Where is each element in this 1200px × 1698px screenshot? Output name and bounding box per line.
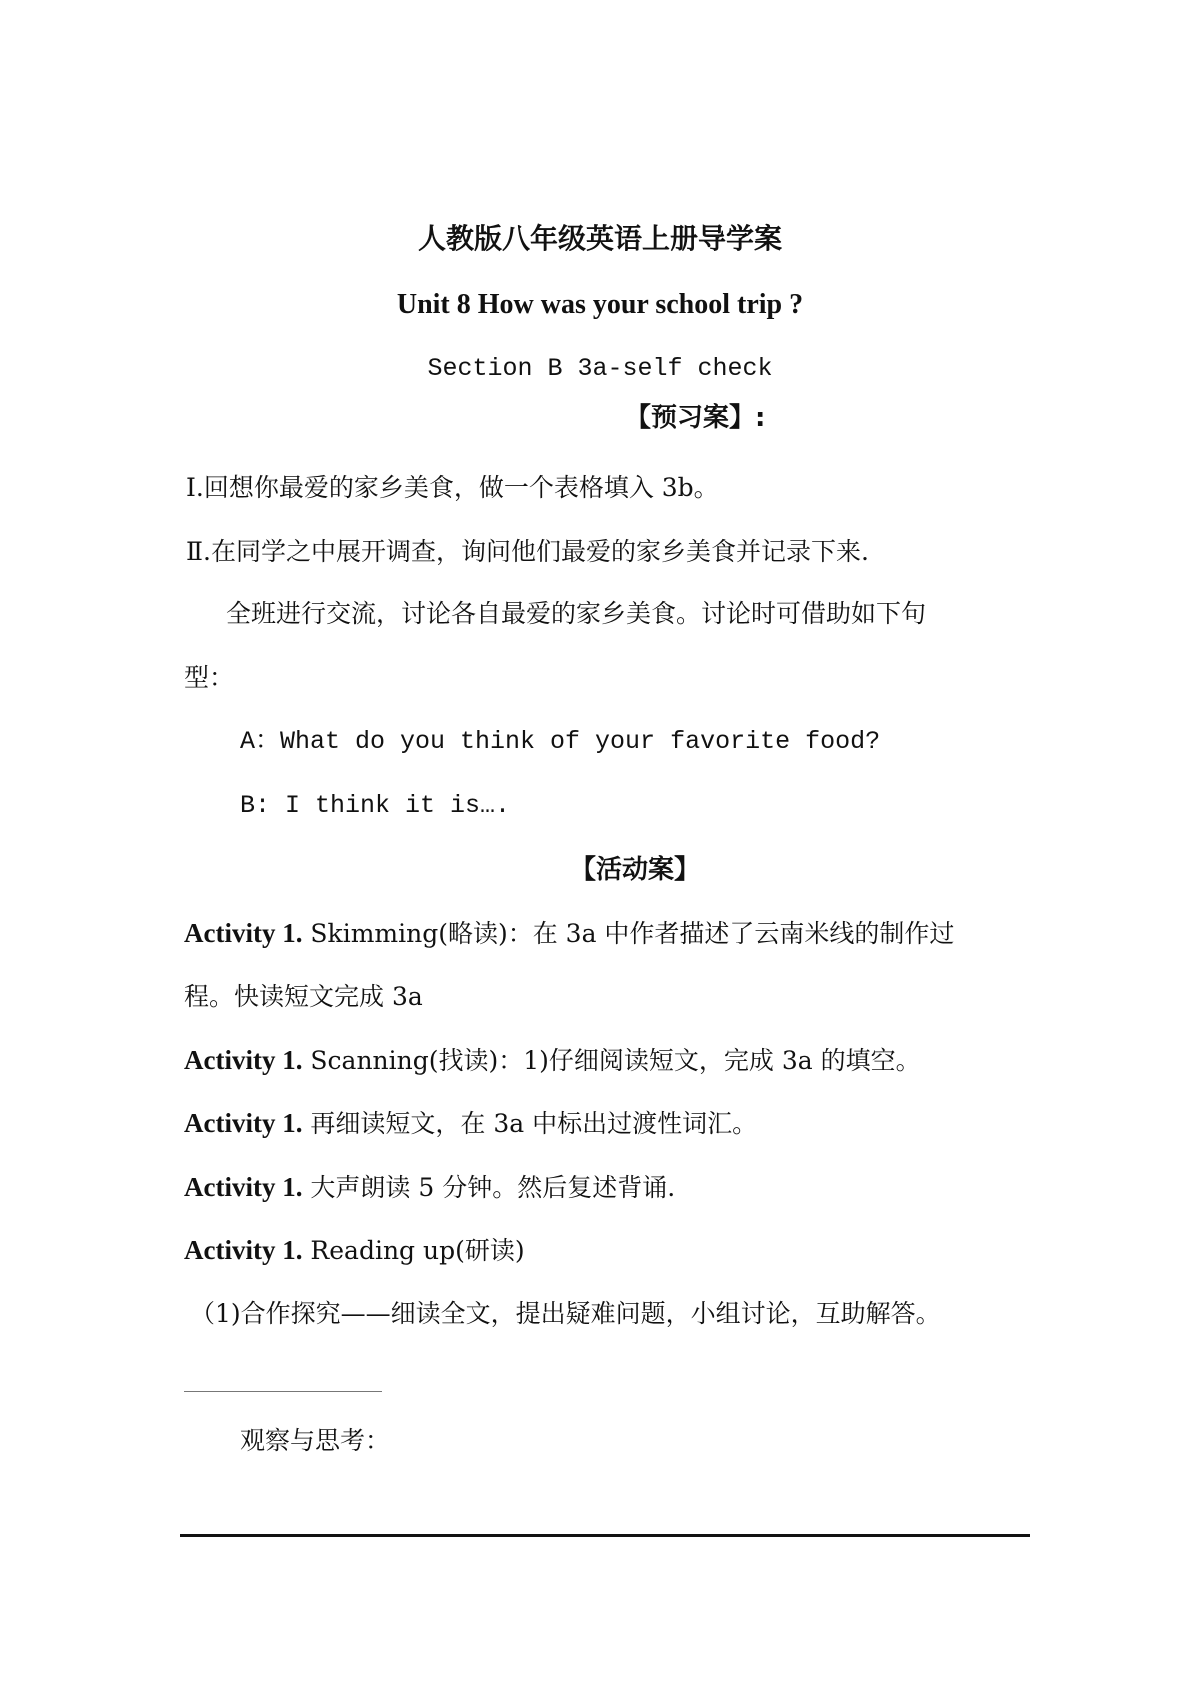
activity-item: [184, 1233, 525, 1268]
activity-item: [184, 1106, 757, 1141]
activity-item: [184, 1170, 675, 1205]
activity-text: Reading up(研读): [310, 1236, 525, 1265]
cooperative-inquiry: （1)合作探究——细读全文，提出疑难问题，小组讨论，互助解答。: [190, 1299, 941, 1328]
unit-title: Unit 8 How was your school trip ?: [396, 289, 804, 320]
document-title: 人教版八年级英语上册导学案: [417, 222, 782, 255]
answer-line: [180, 1534, 1030, 1537]
activity-text: 再细读短文，在 3a 中标出过渡性词汇。: [310, 1109, 758, 1138]
activity-text: Scanning(找读)：1)仔细阅读短文，完成 3a 的填空。: [310, 1046, 921, 1075]
activity-label: Activity 1.: [184, 918, 303, 948]
preview-item-2: Ⅱ.在同学之中展开调查，询问他们最爱的家乡美食并记录下来.: [186, 537, 869, 566]
activity-text-continued: 程。快读短文完成 3a: [184, 982, 423, 1011]
dialog-line-b: B: I think it is….: [240, 791, 511, 820]
preview-paragraph-line-2: 型：: [184, 663, 235, 692]
activity-label: Activity 1.: [184, 1045, 303, 1075]
activity-label: Activity 1.: [184, 1108, 303, 1138]
activity-label: Activity 1.: [184, 1172, 303, 1202]
preview-heading: 【预习案】:: [625, 403, 766, 433]
activity-text: 大声朗读 5 分钟。然后复述背诵.: [310, 1173, 676, 1202]
section-title: Section B 3a-self check: [427, 354, 773, 383]
observe-think-label: 观察与思考：: [240, 1426, 391, 1455]
activity-text: Skimming(略读)：在 3a 中作者描述了云南米线的制作过: [310, 919, 955, 948]
preview-paragraph-line-1: 全班进行交流，讨论各自最爱的家乡美食。讨论时可借助如下句: [226, 599, 927, 628]
short-underline: [184, 1391, 382, 1392]
preview-item-1: Ⅰ.回想你最爱的家乡美食，做一个表格填入 3b。: [186, 473, 719, 502]
activity-item: [184, 916, 954, 951]
dialog-line-a: A：What do you think of your favorite food?: [240, 727, 881, 756]
activity-item: [184, 1043, 921, 1078]
activity-heading: 【活动案】: [570, 855, 701, 885]
activity-label: Activity 1.: [184, 1235, 303, 1265]
